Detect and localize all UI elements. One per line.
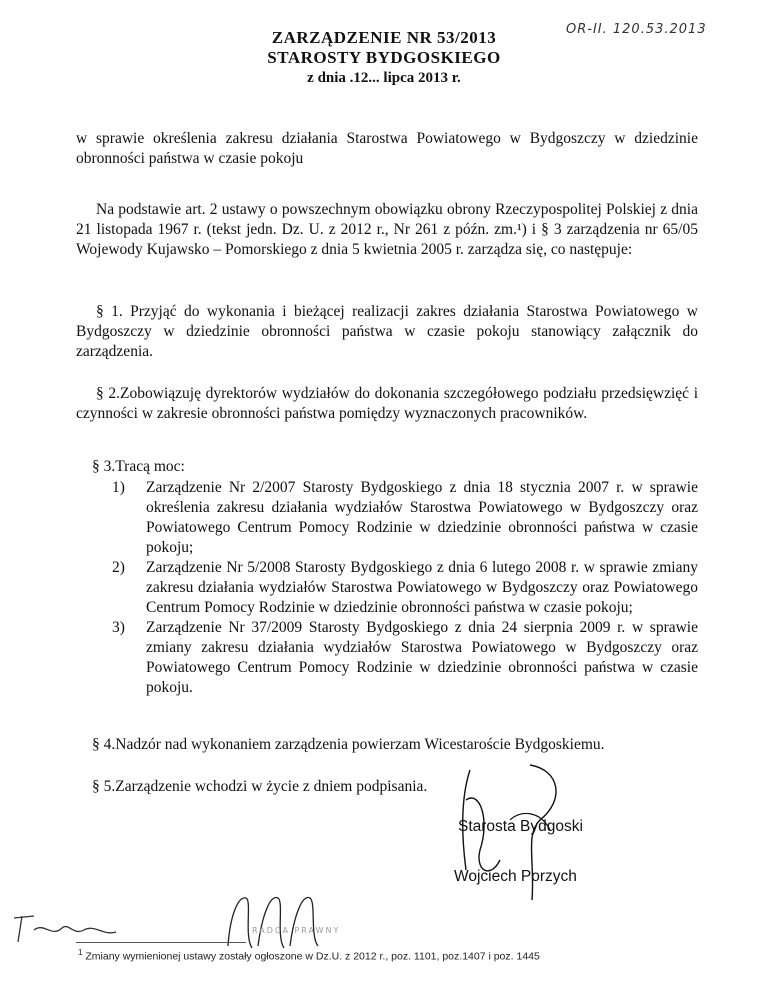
list-item: [112, 478, 698, 558]
signatory-title: Starosta Bydgoski: [458, 818, 583, 835]
footnote: [78, 948, 698, 963]
paragraph-2: § 2.Zobowiązuję dyrektorów wydziałów do dokonania szczegółowego podziału przedsięwzięć i czynności w zakresie obronności państwa pomiędzy wyznaczonych pracowników.: [76, 385, 698, 422]
document-title: ZARZĄDZENIE NR 53/2013: [271, 28, 497, 47]
paragraph-5: § 5.Zarządzenie wchodzi w życie z dniem podpisania.: [92, 778, 428, 795]
list-item-number: 2): [112, 559, 125, 576]
issuer-title: STAROSTY BYDGOSKIEGO: [267, 48, 501, 67]
list-item: [112, 558, 698, 618]
handwritten-initials-mid-icon: [218, 886, 341, 956]
legal-basis-paragraph: Na podstawie art. 2 ustawy o powszechnym obowiązku obrony Rzeczypospolitej Polskiej z dnia 21 listopada 1967 r. (tekst jedn. Dz. U. z 2012 r., Nr 261 z późn. zm.¹) i § 3 zarządzenia nr 65/05 Wojewody Kujawsko – Pomorskiego z dnia 5 kwietnia 2005 r. zarządza się, co następuje:: [76, 201, 698, 258]
stamp-label: RADCA PRAWNY: [252, 926, 341, 935]
paragraph-3-heading: § 3.Tracą moc:: [92, 458, 185, 475]
list-item-text: Zarządzenie Nr 5/2008 Starosty Bydgoskiego z dnia 6 lutego 2008 r. w sprawie zmiany zakresu działania wydziałów Starostwa Powiatowego w Bydgoszczy oraz Powiatowego Centrum Pomocy Rodzinie w dziedzinie obronności państwa w czasie pokoju;: [146, 559, 698, 616]
footnote-divider: [76, 942, 246, 943]
paragraph-4: § 4.Nadzór nad wykonaniem zarządzenia powierzam Wicestaroście Bydgoskiemu.: [92, 736, 605, 753]
repealed-regulations-list: [112, 478, 698, 698]
list-item: [112, 618, 698, 698]
subject-line: w sprawie określenia zakresu działania Starostwa Powiatowego w Bydgoszczy w dziedzinie obronności państwa w czasie pokoju: [76, 130, 698, 167]
footnote-marker: 1: [78, 948, 83, 957]
list-item-number: 3): [112, 619, 125, 636]
handwritten-reference-number: OR-II. 120.53.2013: [566, 22, 707, 37]
list-item-text: Zarządzenie Nr 2/2007 Starosty Bydgoskiego z dnia 18 stycznia 2007 r. w sprawie określenia zakresu działania wydziałów Starostwa Powiatowego w Bydgoszczy oraz Powiatowego Centrum Pomocy Rodzinie w dziedzinie obronności państwa w czasie pokoju;: [146, 479, 698, 556]
list-item-text: Zarządzenie Nr 37/2009 Starosty Bydgoskiego z dnia 24 sierpnia 2009 r. w sprawie zmiany zakresu działania wydziałów Starostwa Powiatowego w Bydgoszczy oraz Powiatowego Centrum Pomocy Rodzinie w dziedzinie obronności państwa w czasie pokoju.: [146, 619, 698, 696]
signatory-name: Wojciech Porzych: [454, 868, 577, 885]
paragraph-1: § 1. Przyjąć do wykonania i bieżącej realizacji zakres działania Starostwa Powiatowego w Bydgoszczy w dziedzinie obronności państwa w czasie pokoju stanowiący załącznik do zarządzenia.: [76, 303, 698, 360]
issue-date: z dnia .12... lipca 2013 r.: [307, 70, 461, 86]
list-item-number: 1): [112, 479, 125, 496]
footnote-text: Zmiany wymienionej ustawy zostały ogłoszone w Dz.U. z 2012 r., poz. 1101, poz.1407 i poz. 1445: [85, 950, 540, 963]
